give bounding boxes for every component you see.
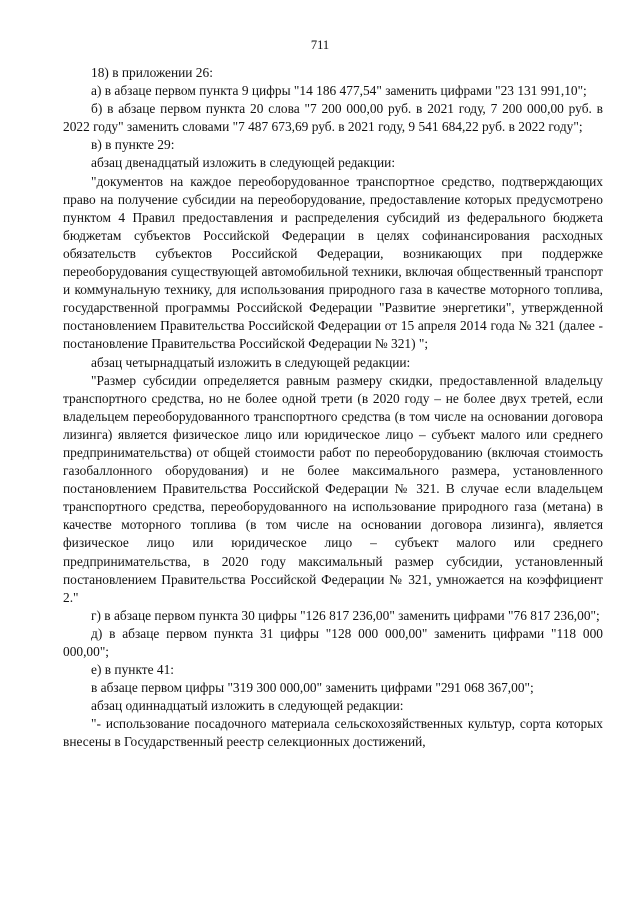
page-number: 711 bbox=[310, 38, 330, 52]
document-body bbox=[63, 64, 603, 752]
paragraph: в абзаце первом цифры "319 300 000,00" заменить цифрами "291 068 367,00"; bbox=[91, 680, 534, 696]
quoted-paragraph: "Размер субсидии определяется равным размеру скидки, предоставленной владельцу транспортного средства, но не более одной трети (в 2020 году – не более двух третей, если владельцем переоборудованного транспортного средства (в том числе на основании договора лизинга) является физическое лицо или юридическое лицо – субъект малого или среднего предпринимательства) от общей стоимости работ по переоборудованию (включая стоимость газобаллонного оборудования) и не более максимального размера, установленного постановлением Правительства Российской Федерации № 321. В случае если владельцем транспортного средства, переоборудованного на использование природного газа (метана) в качестве моторного топлива (в том числе на основании договора лизинга), является физическое лицо или юридическое лицо – субъект малого или среднего предпринимательства, в 2020 году максимальный размер субсидии, установленный постановлением Правительства Российской Федерации № 321, умножается на коэффициент 2." bbox=[63, 372, 603, 605]
paragraph: абзац четырнадцатый изложить в следующей редакции: bbox=[91, 354, 411, 370]
paragraph: абзац двенадцатый изложить в следующей редакции: bbox=[91, 155, 396, 171]
paragraph: в) в пункте 29: bbox=[91, 137, 175, 153]
paragraph: а) в абзаце первом пункта 9 цифры "14 186 477,54" заменить цифрами "23 131 991,10"; bbox=[91, 83, 587, 99]
quoted-paragraph: "- использование посадочного материала сельскохозяйственных культур, сорта которых внесены в Государственный реестр селекционных достижений, bbox=[63, 716, 603, 750]
quoted-paragraph: "документов на каждое переоборудованное транспортное средство, подтверждающих право на получение субсидии на переоборудование, предоставление которых предусмотрено пунктом 4 Правил предоставления и распределения субсидий из федерального бюджета бюджетам субъектов Российской Федерации в целях софинансирования расходных обязательств субъектов Российской Федерации, возникающих при поддержке переоборудования существующей автомобильной техники, включая общественный транспорт и коммунальную технику, для использования природного газа в качестве моторного топлива, государственной программы Российской Федерации "Развитие энергетики", утвержденной постановлением Правительства Российской Федерации от 15 апреля 2014 года № 321 (далее - постановление Правительства Российской Федерации № 321) "; bbox=[63, 173, 603, 352]
paragraph: б) в абзаце первом пункта 20 слова "7 200 000,00 руб. в 2021 году, 7 200 000,00 руб. в 2022 году" заменить словами "7 487 673,69 руб. в 2021 году, 9 541 684,22 руб. в 2022 году"; bbox=[63, 101, 603, 135]
paragraph: 18) в приложении 26: bbox=[91, 65, 213, 80]
paragraph: е) в пункте 41: bbox=[91, 662, 175, 678]
paragraph: д) в абзаце первом пункта 31 цифры "128 000 000,00" заменить цифрами "118 000 000,00"; bbox=[63, 625, 603, 659]
paragraph: абзац одиннадцатый изложить в следующей редакции: bbox=[91, 698, 404, 714]
paragraph: г) в абзаце первом пункта 30 цифры "126 817 236,00" заменить цифрами "76 817 236,00"; bbox=[91, 607, 600, 623]
